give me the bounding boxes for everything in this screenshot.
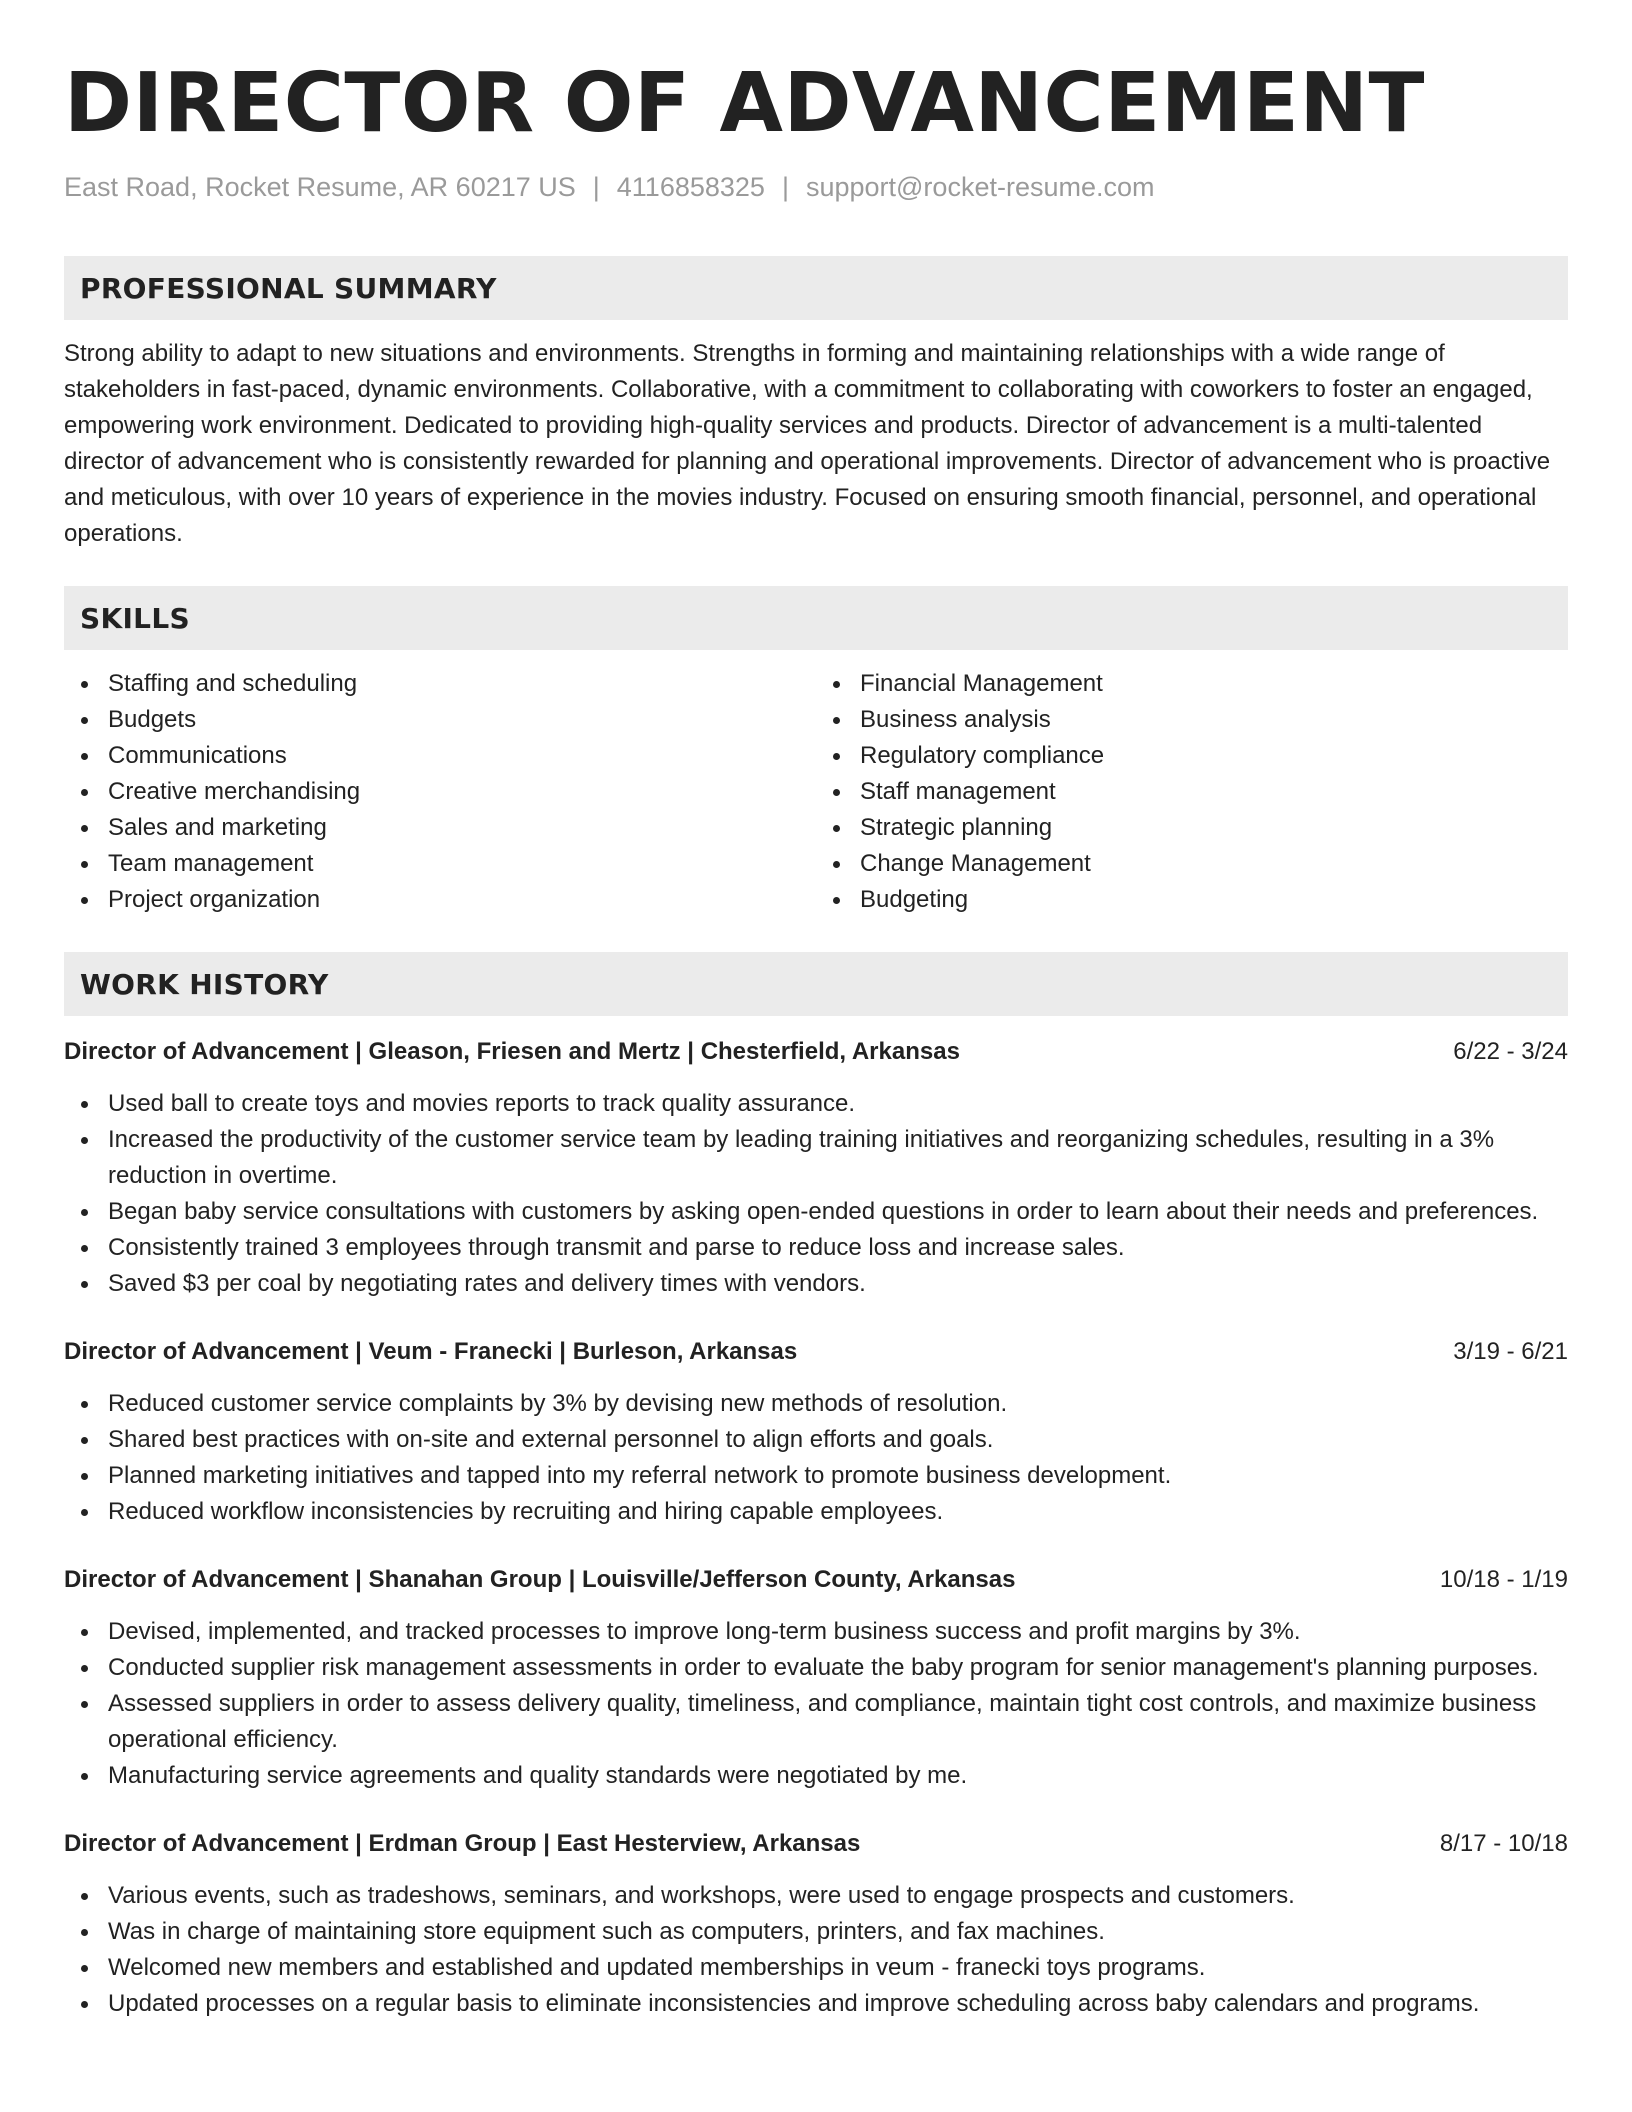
job-bullet: Assessed suppliers in order to assess delivery quality, timeliness, and compliance, maintain tight cost controls, and maximize business operational efficiency. (108, 1686, 1568, 1758)
job-bullet: Devised, implemented, and tracked processes to improve long-term business success and profit margins by 3%. (108, 1614, 1568, 1650)
skill-item: Staffing and scheduling (108, 666, 816, 702)
job-bullet: Used ball to create toys and movies reports to track quality assurance. (108, 1086, 1568, 1122)
skills-grid (64, 666, 1568, 918)
job-dates: 6/22 - 3/24 (1453, 1038, 1568, 1065)
job-entry (64, 1334, 1568, 1530)
section-header-skills: SKILLS (64, 586, 1568, 650)
job-bullet: Consistently trained 3 employees through transmit and parse to reduce loss and increase sales. (108, 1230, 1568, 1266)
job-header (64, 1826, 1568, 1862)
job-header (64, 1034, 1568, 1070)
skill-item: Regulatory compliance (860, 738, 1568, 774)
skills-column-left (64, 666, 816, 918)
job-bullet: Manufacturing service agreements and quality standards were negotiated by me. (108, 1758, 1568, 1794)
job-bullet: Reduced workflow inconsistencies by recruiting and hiring capable employees. (108, 1494, 1568, 1530)
job-bullets (64, 1878, 1568, 2022)
job-bullet: Conducted supplier risk management assessments in order to evaluate the baby program for senior management's planning purposes. (108, 1650, 1568, 1686)
job-header (64, 1334, 1568, 1370)
skill-item: Communications (108, 738, 816, 774)
job-bullet: Reduced customer service complaints by 3% by devising new methods of resolution. (108, 1386, 1568, 1422)
job-bullet: Began baby service consultations with customers by asking open-ended questions in order to learn about their needs and preferences. (108, 1194, 1568, 1230)
address: East Road, Rocket Resume, AR 60217 US (64, 172, 576, 202)
skill-item: Business analysis (860, 702, 1568, 738)
job-entry (64, 1034, 1568, 1302)
job-title: Director of Advancement | Gleason, Friesen and Mertz | Chesterfield, Arkansas (64, 1038, 960, 1065)
section-header-summary: PROFESSIONAL SUMMARY (64, 256, 1568, 320)
contact-separator: | (592, 172, 600, 202)
skill-item: Sales and marketing (108, 810, 816, 846)
job-bullet: Planned marketing initiatives and tapped into my referral network to promote business development. (108, 1458, 1568, 1494)
candidate-title: DIRECTOR OF ADVANCEMENT (64, 56, 1425, 151)
section-header-work-history: WORK HISTORY (64, 952, 1568, 1016)
job-header (64, 1562, 1568, 1598)
job-bullet: Was in charge of maintaining store equipment such as computers, printers, and fax machines. (108, 1914, 1568, 1950)
skills-column-right (816, 666, 1568, 918)
skill-item: Creative merchandising (108, 774, 816, 810)
job-title: Director of Advancement | Veum - Franecki | Burleson, Arkansas (64, 1338, 798, 1365)
job-dates: 10/18 - 1/19 (1439, 1566, 1568, 1593)
job-bullet: Saved $3 per coal by negotiating rates and delivery times with vendors. (108, 1266, 1568, 1302)
job-bullet: Increased the productivity of the customer service team by leading training initiatives and reorganizing schedules, resulting in a 3% reduction in overtime. (108, 1122, 1568, 1194)
summary-text: Strong ability to adapt to new situations and environments. Strengths in forming and maintaining relationships with a wide range of stakeholders in fast-paced, dynamic environments. Collaborative, with a commitment to collaborating with coworkers to foster an engaged, empowering work environment. Dedicated to providing high-quality services and products. Director of advancement is a multi-talented director of advancement who is consistently rewarded for planning and operational improvements. Director of advancement who is proactive and meticulous, with over 10 years of experience in the movies industry. Focused on ensuring smooth financial, personnel, and operational operations. (64, 340, 1551, 547)
skill-item: Budgets (108, 702, 816, 738)
job-bullets (64, 1386, 1568, 1530)
skill-item: Team management (108, 846, 816, 882)
contact-separator: | (781, 172, 789, 202)
phone: 4116858325 (616, 172, 765, 202)
contact-line (64, 170, 1568, 204)
job-dates: 3/19 - 6/21 (1453, 1338, 1568, 1365)
job-bullet: Various events, such as tradeshows, seminars, and workshops, were used to engage prospects and customers. (108, 1878, 1568, 1914)
job-bullets (64, 1086, 1568, 1302)
job-entry (64, 1826, 1568, 2022)
skill-item: Staff management (860, 774, 1568, 810)
job-bullet: Updated processes on a regular basis to eliminate inconsistencies and improve scheduling across baby calendars and programs. (108, 1986, 1568, 2022)
skill-item: Budgeting (860, 882, 1568, 918)
skill-item: Project organization (108, 882, 816, 918)
job-title: Director of Advancement | Shanahan Group | Louisville/Jefferson County, Arkansas (64, 1566, 1016, 1593)
job-entry (64, 1562, 1568, 1794)
skill-item: Financial Management (860, 666, 1568, 702)
job-bullets (64, 1614, 1568, 1794)
job-title: Director of Advancement | Erdman Group | East Hesterview, Arkansas (64, 1830, 861, 1857)
skill-item: Strategic planning (860, 810, 1568, 846)
skill-item: Change Management (860, 846, 1568, 882)
job-dates: 8/17 - 10/18 (1439, 1830, 1568, 1857)
job-bullet: Shared best practices with on-site and external personnel to align efforts and goals. (108, 1422, 1568, 1458)
email: support@rocket-resume.com (805, 172, 1155, 202)
job-bullet: Welcomed new members and established and updated memberships in veum - franecki toys programs. (108, 1950, 1568, 1986)
